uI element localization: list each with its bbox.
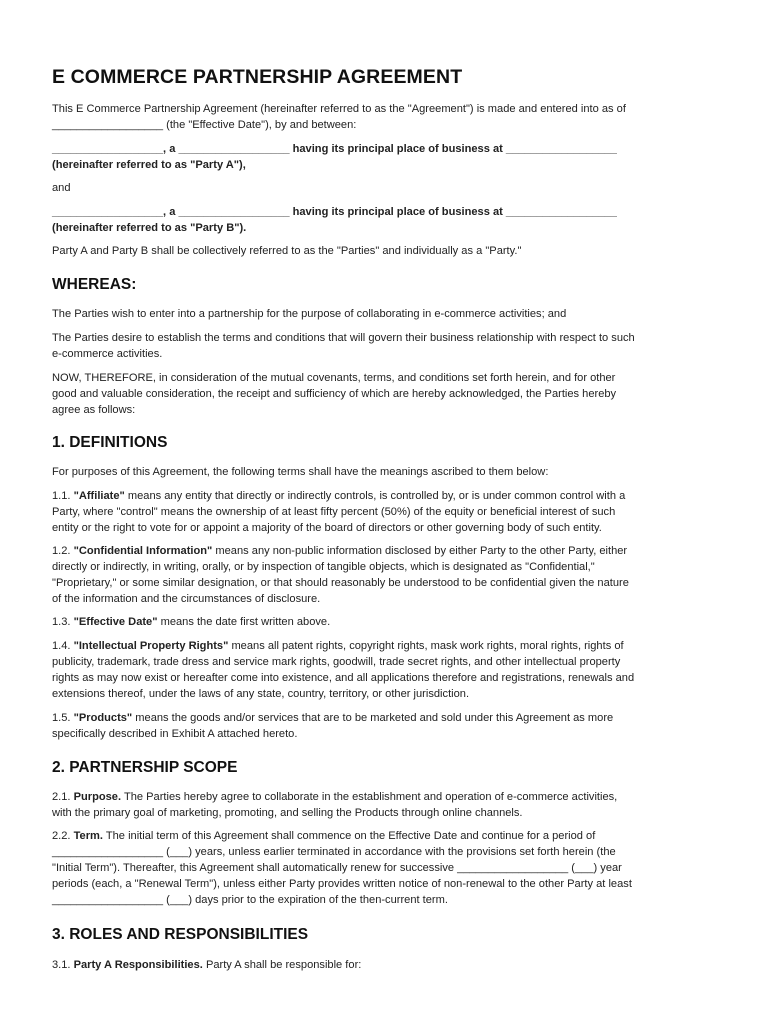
definition-ip-line-1 <box>52 638 720 654</box>
clause-term: Term. <box>73 830 103 842</box>
definition-confidential-line-1 <box>52 543 720 559</box>
clause-number: 2.1. <box>52 791 74 803</box>
defined-term: "Effective Date" <box>73 616 158 628</box>
whereas-p3-line-1: NOW, THEREFORE, in consideration of the mutual covenants, terms, and conditions set forth herein, and for other <box>52 372 616 384</box>
definition-confidential-line-3: "Proprietary," or some similar designation, or that should reasonably be understood to be confidential given the nature <box>52 577 629 589</box>
scope-purpose <box>52 789 720 821</box>
definition-ip-line-2: publicity, trademark, trade dress and service mark rights, goodwill, trade secret rights, and other intellectual property <box>52 656 621 668</box>
clause-text: The Parties hereby agree to collaborate in the establishment and operation of e-commerce activities, <box>121 791 618 803</box>
clause-text: Party A shall be responsible for: <box>202 959 362 971</box>
definition-affiliate-line-3: entity or the right to vote for or appoint a majority of the board of directors or other governing body of such entity. <box>52 522 602 534</box>
clause-number: 1.3. <box>52 616 74 628</box>
roles-party-a-line-1 <box>52 957 720 973</box>
definition-effective-date <box>52 614 720 630</box>
roles-heading: 3. ROLES AND RESPONSIBILITIES <box>52 926 309 943</box>
clause-number: 1.5. <box>52 712 74 724</box>
defined-term: "Affiliate" <box>73 490 125 502</box>
definition-effective-date-line-1 <box>52 614 720 630</box>
clause-number: 1.1. <box>52 490 74 502</box>
clause-number: 3.1. <box>52 959 74 971</box>
scope-purpose-line-2: with the primary goal of marketing, promoting, and selling the Products through online channels. <box>52 807 523 819</box>
definition-products <box>52 710 720 742</box>
defined-term: "Products" <box>73 712 133 724</box>
whereas-p2-line-1: The Parties desire to establish the terms and conditions that will govern their business relationship with respect to such <box>52 332 635 344</box>
clause-text: means the date first written above. <box>157 616 331 628</box>
scope-term-line-4: periods (each, a "Renewal Term"), unless either Party provides written notice of non-renewal to the other Party at least <box>52 878 632 890</box>
roles-party-a <box>52 957 720 973</box>
clause-number: 2.2. <box>52 830 74 842</box>
definitions-heading: 1. DEFINITIONS <box>52 434 168 451</box>
definition-confidential-line-4: of the information and the circumstances of disclosure. <box>52 593 321 605</box>
whereas-p2-line-2: e-commerce activities. <box>52 348 163 360</box>
definition-ip-line-4: extensions thereof, under the laws of any state, country, territory, or other jurisdiction. <box>52 688 470 700</box>
definition-affiliate-line-1 <box>52 488 720 504</box>
party-b-block <box>52 204 720 236</box>
party-b-line-2: (hereinafter referred to as "Party B"). <box>52 222 247 234</box>
parties-line: Party A and Party B shall be collectively referred to as the "Parties" and individually as a "Party." <box>52 245 522 257</box>
definition-confidential-information <box>52 543 720 607</box>
intro-line-2: __________________ (the "Effective Date"), by and between: <box>52 119 357 131</box>
intro-line-1: This E Commerce Partnership Agreement (hereinafter referred to as the "Agreement") is made and entered into as of <box>52 103 626 115</box>
and-text-value: and <box>52 182 71 194</box>
definition-products-line-1 <box>52 710 720 726</box>
scope-term-line-1 <box>52 828 720 844</box>
scope-term-line-5: __________________ (___) days prior to the expiration of the then-current term. <box>52 894 448 906</box>
clause-term: Party A Responsibilities. <box>73 959 203 971</box>
definition-confidential-line-2: directly or indirectly, in writing, orally, or by inspection of tangible objects, which is designated as "Confidential," <box>52 561 595 573</box>
intro-paragraph <box>52 101 720 133</box>
scope-term-line-2: __________________ (___) years, unless earlier terminated in accordance with the provisions set forth herein (the <box>52 846 616 858</box>
party-a-line-2: (hereinafter referred to as "Party A"), <box>52 159 246 171</box>
clause-text: means any entity that directly or indirectly controls, is controlled by, or is under common control with a <box>124 490 626 502</box>
scope-term-line-3: "Initial Term"). Thereafter, this Agreement shall automatically renew for successive __________________ (___) year <box>52 862 622 874</box>
definitions-intro <box>52 464 720 480</box>
document-title: E COMMERCE PARTNERSHIP AGREEMENT <box>52 66 463 88</box>
definition-ip-line-3: rights as may now exist or hereafter come into existence, and all applications therefore and registrations, renewals and <box>52 672 635 684</box>
whereas-paragraph-1 <box>52 306 720 322</box>
whereas-paragraph-2 <box>52 330 720 362</box>
party-a-line-1: __________________, a __________________ having its principal place of business at __________________ <box>52 143 617 155</box>
scope-term <box>52 828 720 908</box>
defined-term: "Intellectual Property Rights" <box>73 640 229 652</box>
definition-affiliate-line-2: Party, where "control" means the ownership of at least fifty percent (50%) of the equity or beneficial interest of such <box>52 506 616 518</box>
scope-purpose-line-1 <box>52 789 720 805</box>
whereas-p3-line-2: good and valuable consideration, the receipt and sufficiency of which are hereby acknowledged, the Parties hereby <box>52 388 617 400</box>
and-text <box>52 180 720 196</box>
definition-products-line-2: specifically described in Exhibit A attached hereto. <box>52 728 298 740</box>
parties-paragraph <box>52 243 720 259</box>
party-a-block <box>52 141 720 173</box>
clause-text: means any non-public information disclosed by either Party to the other Party, either <box>212 545 628 557</box>
clause-number: 1.4. <box>52 640 74 652</box>
definition-intellectual-property <box>52 638 720 702</box>
whereas-paragraph-3 <box>52 370 720 418</box>
whereas-heading: WHEREAS: <box>52 276 137 293</box>
definitions-intro-line: For purposes of this Agreement, the following terms shall have the meanings ascribed to them below: <box>52 466 549 478</box>
whereas-p1-line: The Parties wish to enter into a partnership for the purpose of collaborating in e-commerce activities; and <box>52 308 567 320</box>
clause-text: means the goods and/or services that are to be marketed and sold under this Agreement as more <box>132 712 614 724</box>
clause-text: The initial term of this Agreement shall commence on the Effective Date and continue for a period of <box>102 830 596 842</box>
defined-term: "Confidential Information" <box>73 545 213 557</box>
definition-affiliate <box>52 488 720 536</box>
whereas-p3-line-3: agree as follows: <box>52 404 136 416</box>
clause-term: Purpose. <box>73 791 122 803</box>
clause-text: means all patent rights, copyright rights, mask work rights, moral rights, rights of <box>228 640 624 652</box>
clause-number: 1.2. <box>52 545 74 557</box>
scope-heading: 2. PARTNERSHIP SCOPE <box>52 759 238 776</box>
party-b-line-1: __________________, a __________________ having its principal place of business at __________________ <box>52 206 617 218</box>
